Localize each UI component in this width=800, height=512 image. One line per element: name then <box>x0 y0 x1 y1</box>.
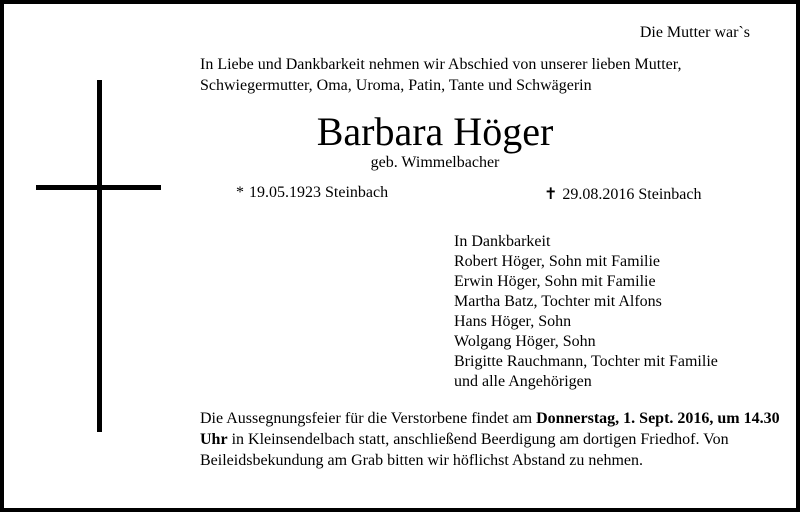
funeral-date-time: Donnerstag, 1. Sept. 2016, um 14.30 Uhr <box>200 410 780 448</box>
motto: Die Mutter war`s <box>639 24 750 41</box>
funeral-notice-intro: Die Aussegnungsfeier für die Verstorbene findet am <box>200 410 537 427</box>
cross-icon: ✝ <box>544 186 558 203</box>
death-date-text: 29.08.2016 Steinbach <box>562 186 702 203</box>
deceased-name: Barbara Höger <box>316 109 554 154</box>
intro-line-2: Schwiegermutter, Oma, Uroma, Patin, Tante und Schwägerin <box>200 77 592 94</box>
mourner-item: Erwin Höger, Sohn mit Familie <box>454 273 656 290</box>
star-icon: * <box>236 184 244 201</box>
death-date <box>544 184 702 204</box>
funeral-notice <box>200 408 782 471</box>
birth-date <box>236 184 388 202</box>
mourners-heading: In Dankbarkeit <box>454 233 551 250</box>
funeral-notice-details: in Kleinsendelbach statt, anschließend Beerdigung am dortigen Friedhof. Von Beileidsbekundung am Grab bitten wir höflichst Abstand zu nehmen. <box>200 431 729 469</box>
cross-icon-horizontal-bar <box>36 185 161 190</box>
intro-text <box>200 54 780 96</box>
mourner-item: Brigitte Rauchmann, Tochter mit Familie <box>454 353 718 370</box>
mourner-item: Hans Höger, Sohn <box>454 313 572 330</box>
mourner-item: Robert Höger, Sohn mit Familie <box>454 253 661 270</box>
mourners-block <box>454 232 718 392</box>
mourner-item: und alle Angehörigen <box>454 373 592 390</box>
birth-date-text: 19.05.1923 Steinbach <box>249 184 389 201</box>
cross-icon-vertical-bar <box>97 80 102 432</box>
birth-name: geb. Wimmelbacher <box>370 154 500 171</box>
mourner-item: Martha Batz, Tochter mit Alfons <box>454 293 662 310</box>
mourner-item: Wolgang Höger, Sohn <box>454 333 596 350</box>
intro-line-1: In Liebe und Dankbarkeit nehmen wir Abschied von unserer lieben Mutter, <box>200 56 682 73</box>
